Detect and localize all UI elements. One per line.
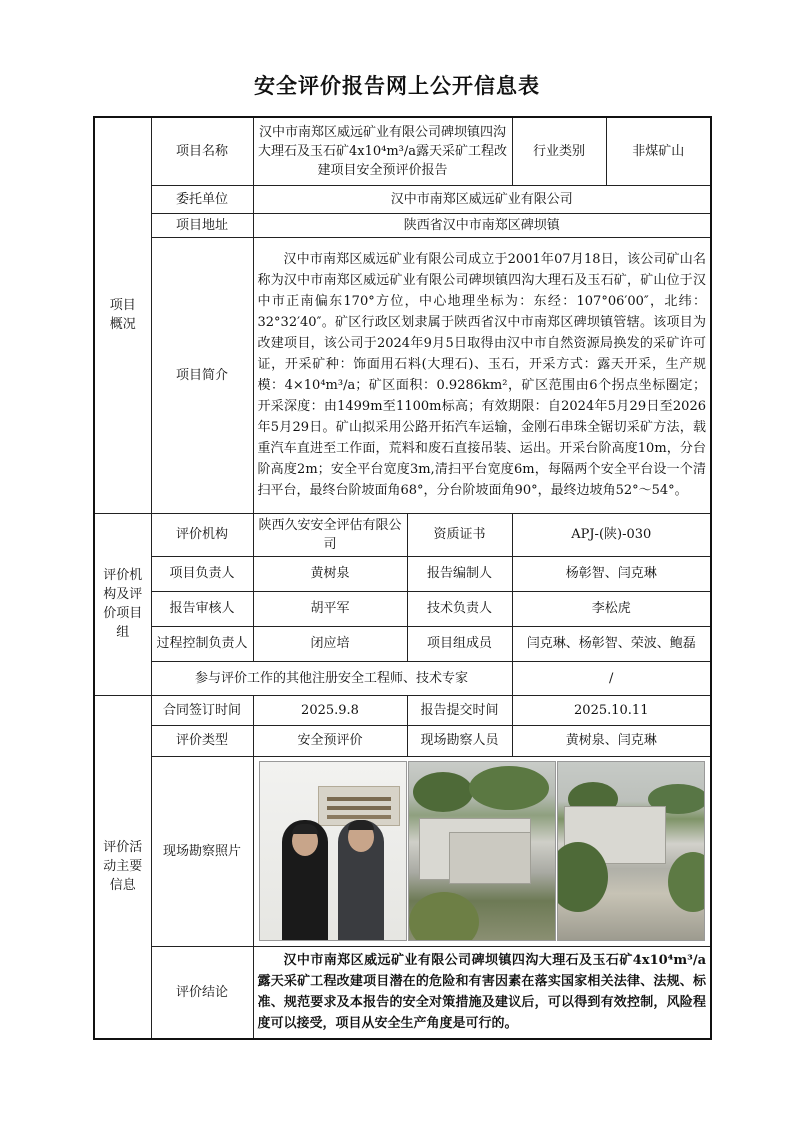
- project-name-label: 项目名称: [151, 117, 253, 185]
- reviewer-label: 报告审核人: [151, 591, 253, 626]
- leader: 黄树泉: [253, 556, 407, 591]
- address: 陕西省汉中市南郑区碑坝镇: [253, 213, 711, 237]
- client: 汉中市南郑区威远矿业有限公司: [253, 185, 711, 213]
- cert: APJ-(陕)-030: [512, 513, 711, 556]
- site-photo-quarry-2: [557, 761, 705, 941]
- contract-label: 合同签订时间: [151, 695, 253, 725]
- submit-date: 2025.10.11: [512, 695, 711, 725]
- type-label: 评价类型: [151, 725, 253, 756]
- site-photo-staff: [259, 761, 407, 941]
- intro-label: 项目简介: [151, 237, 253, 513]
- survey-staff: 黄树泉、闫克琳: [512, 725, 711, 756]
- section-activity: 评价活 动主要 信息: [94, 695, 151, 1039]
- leader-label: 项目负责人: [151, 556, 253, 591]
- tech-label: 技术负责人: [407, 591, 512, 626]
- industry-label: 行业类别: [512, 117, 606, 185]
- members: 闫克琳、杨彰智、荣波、鲍磊: [512, 626, 711, 661]
- client-label: 委托单位: [151, 185, 253, 213]
- info-table: [93, 116, 712, 1040]
- page-title: 安全评价报告网上公开信息表: [254, 74, 540, 98]
- members-label: 项目组成员: [407, 626, 512, 661]
- experts: /: [512, 661, 711, 695]
- address-label: 项目地址: [151, 213, 253, 237]
- industry: 非煤矿山: [606, 117, 711, 185]
- experts-label: 参与评价工作的其他注册安全工程师、技术专家: [151, 661, 512, 695]
- editor: 杨彰智、闫克琳: [512, 556, 711, 591]
- section-overview: 项目 概况: [94, 117, 151, 513]
- submit-label: 报告提交时间: [407, 695, 512, 725]
- section-org: 评价机 构及评 价项目 组: [94, 513, 151, 695]
- project-name: 汉中市南郑区威远矿业有限公司碑坝镇四沟大理石及玉石矿4x10⁴m³/a露天采矿工程改建项目安全预评价报告: [253, 117, 512, 185]
- conclusion: 汉中市南郑区威远矿业有限公司碑坝镇四沟大理石及玉石矿4x10⁴m³/a露天采矿工程改建项目潜在的危险和有害因素在落实国家相关法律、法规、标准、规范要求及本报告的安全对策措施及建议后，可以得到有效控制，风险程度可以接受，项目从安全生产角度是可行的。: [253, 946, 711, 1039]
- reviewer: 胡平军: [253, 591, 407, 626]
- site-photo-quarry-1: [408, 761, 556, 941]
- process: 闭应培: [253, 626, 407, 661]
- photos-label: 现场勘察照片: [151, 756, 253, 946]
- evaluation-type: 安全预评价: [253, 725, 407, 756]
- project-intro: 汉中市南郑区威远矿业有限公司成立于2001年07月18日，该公司矿山名称为汉中市南郑区威远矿业有限公司碑坝镇四沟大理石及玉石矿，矿山位于汉中市正南偏东170°方位，中心地理坐标为：东经：107°06′00″，北纬：32°32′40″。矿区行政区划隶属于陕西省汉中市南郑区碑坝镇管辖。该项目为改建项目，该公司于2024年9月5日取得由汉中市自然资源局换发的采矿许可证，开采矿种：饰面用石料(大理石)、玉石，开采方式：露天开采，生产规模：4×10⁴m³/a；矿区面积：0.9286km²，矿区范围由6个拐点坐标圈定；开采深度：由1499m至1100m标高；有效期限：自2024年5月29日至2026年5月29日。矿山拟采用公路开拓汽车运输，金刚石串珠全锯切采矿方法，载重汽车直进至工作面，荒料和废石直接吊装、运出。开采台阶高度10m，分台阶高度2m；安全平台宽度3m,清扫平台宽度6m，每隔两个安全平台设一个清扫平台，最终台阶坡面角68°，分台阶坡面角90°，最终边坡角52°～54°。: [253, 237, 711, 513]
- org: 陕西久安安全评估有限公司: [253, 513, 407, 556]
- site-photos: [253, 756, 711, 946]
- org-label: 评价机构: [151, 513, 253, 556]
- tech: 李松虎: [512, 591, 711, 626]
- contract-date: 2025.9.8: [253, 695, 407, 725]
- editor-label: 报告编制人: [407, 556, 512, 591]
- cert-label: 资质证书: [407, 513, 512, 556]
- conclusion-label: 评价结论: [151, 946, 253, 1039]
- process-label: 过程控制负责人: [151, 626, 253, 661]
- survey-label: 现场勘察人员: [407, 725, 512, 756]
